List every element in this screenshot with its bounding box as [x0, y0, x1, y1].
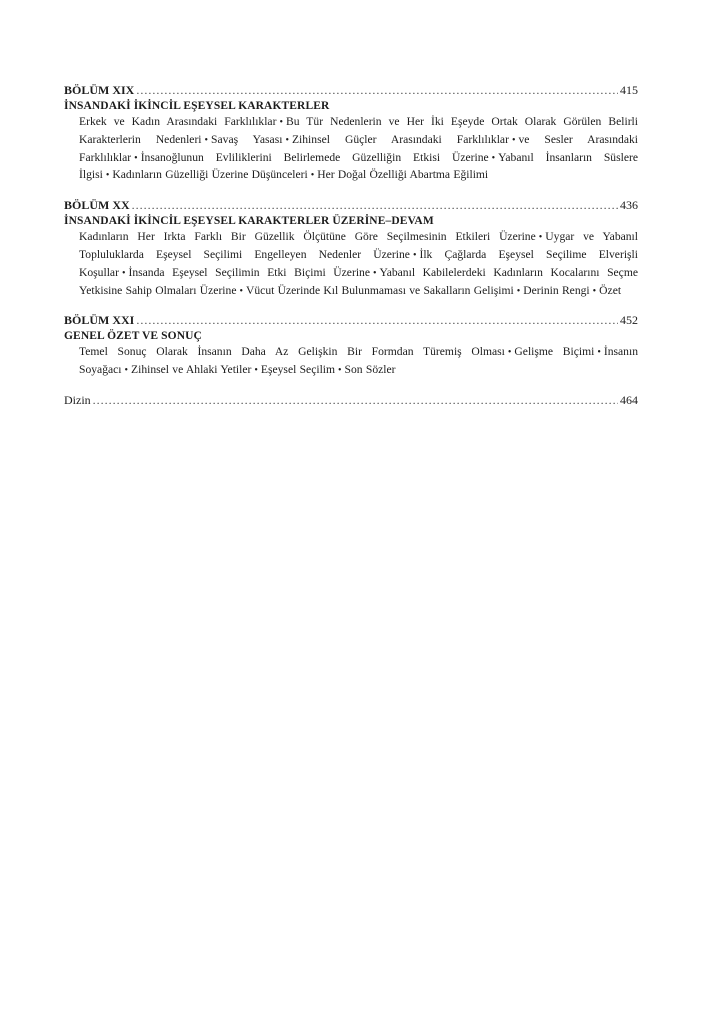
dot-leader	[136, 312, 618, 328]
topic: İlk Çağlarda Eşeysel Seçilime Elverişli Koşullar	[79, 247, 638, 279]
page-number: 452	[620, 313, 638, 328]
topic: Eşeysel Seçilim	[260, 363, 336, 377]
page-number: 415	[620, 83, 638, 97]
topic: Kadınların Her Irkta Farklı Bir Güzellik Ölçütüne Göre Seçilmesinin Etkileri Üzerine	[79, 230, 536, 244]
bullet: •	[285, 134, 289, 146]
topic: İnsanoğlunun Evliliklerini Belirlemede Güzelliğin Etkisi Üzerine	[140, 150, 489, 164]
page-number: 436	[620, 198, 638, 213]
toc-heading-line	[64, 197, 638, 213]
bullet: •	[491, 152, 496, 164]
topic: Derinin Rengi	[523, 283, 590, 297]
bullet: •	[597, 347, 601, 359]
toc-entry-chapter-20	[64, 197, 638, 300]
topic: Zihinsel ve Ahlaki Yetiler	[131, 363, 252, 377]
bullet: •	[279, 117, 283, 128]
chapter-topics	[79, 229, 638, 300]
chapter-label: BÖLÜM XXI	[64, 313, 135, 328]
dot-leader	[93, 392, 618, 408]
dot-leader	[136, 82, 618, 98]
chapter-title: GENEL ÖZET VE SONUÇ	[64, 330, 202, 343]
topic: Her Doğal Özelliği Abartma Eğilimi	[317, 168, 489, 182]
bullet: •	[412, 249, 417, 261]
bullet: •	[204, 134, 209, 146]
toc-entry-index	[64, 392, 638, 408]
topic: Kadınların Güzelliği Üzerine Düşünceleri	[112, 168, 308, 182]
topic: Zihinsel Güçler Arasındaki Farklılıklar	[291, 132, 509, 146]
bullet: •	[507, 347, 512, 359]
topic: Yabanıl Kabilelerdeki Kadınların Kocalarını Seçme Yetkisine Sahip Olmaları Üzerine	[79, 265, 638, 297]
chapter-title: İNSANDAKİ İKİNCİL EŞEYSEL KARAKTERLER	[64, 100, 330, 112]
chapter-topics	[79, 344, 638, 380]
bullet: •	[511, 134, 516, 146]
topic: Yabanıl İnsanların Süslere İlgisi	[79, 150, 638, 182]
bullet: •	[254, 365, 258, 377]
bullet: •	[538, 232, 543, 244]
bullet: •	[105, 170, 110, 182]
bullet: •	[124, 365, 129, 377]
bullet: •	[592, 285, 597, 297]
dot-leader	[132, 197, 618, 213]
chapter-topics	[79, 114, 638, 185]
toc-heading-line	[64, 82, 638, 98]
chapter-label: BÖLÜM XIX	[64, 83, 135, 97]
bullet: •	[134, 152, 138, 164]
bullet: •	[372, 267, 377, 279]
topic: Bu Tür Nedenlerin ve Her İki Eşeyde Ortak Olarak Görülen Belirli Karakterlerin Nedenleri	[79, 115, 638, 146]
table-of-contents	[64, 82, 638, 420]
topic: Gelişme Biçimi	[514, 345, 595, 359]
topic: Temel Sonuç Olarak İnsanın Daha Az Gelişkin Bir Formdan Türemiş Olması	[79, 345, 505, 359]
toc-entry-chapter-21	[64, 312, 638, 380]
topic: İnsanın Soyağacı	[79, 345, 638, 377]
bullet: •	[121, 267, 126, 279]
bullet: •	[239, 285, 243, 297]
bullet: •	[516, 285, 521, 297]
bullet: •	[338, 365, 342, 377]
topic: Son Sözler	[344, 363, 396, 377]
index-label: Dizin	[64, 392, 91, 407]
topic: ve Sesler Arasındaki Farklılıklar	[79, 132, 638, 164]
topic: İnsanda Eşeysel Seçilimin Etki Biçimi Üzerine	[128, 265, 370, 279]
topic: Özet	[599, 283, 622, 297]
page-number: 464	[620, 392, 638, 407]
toc-entry-chapter-19	[64, 82, 638, 185]
bullet: •	[310, 170, 315, 182]
toc-heading-line	[64, 392, 638, 408]
toc-heading-line	[64, 312, 638, 328]
topic: Vücut Üzerinde Kıl Bulunmaması ve Sakalların Gelişimi	[246, 283, 514, 297]
chapter-label: BÖLÜM XX	[64, 198, 130, 213]
topic: Uygar ve Yabanıl Topluluklarda Eşeysel Seçilimi Engelleyen Nedenler Üzerine	[79, 230, 638, 261]
topic: Erkek ve Kadın Arasındaki Farklılıklar	[79, 115, 277, 128]
topic: Savaş Yasası	[211, 132, 283, 146]
chapter-title: İNSANDAKİ İKİNCİL EŞEYSEL KARAKTERLER ÜZERİNE–DEVAM	[64, 215, 434, 228]
